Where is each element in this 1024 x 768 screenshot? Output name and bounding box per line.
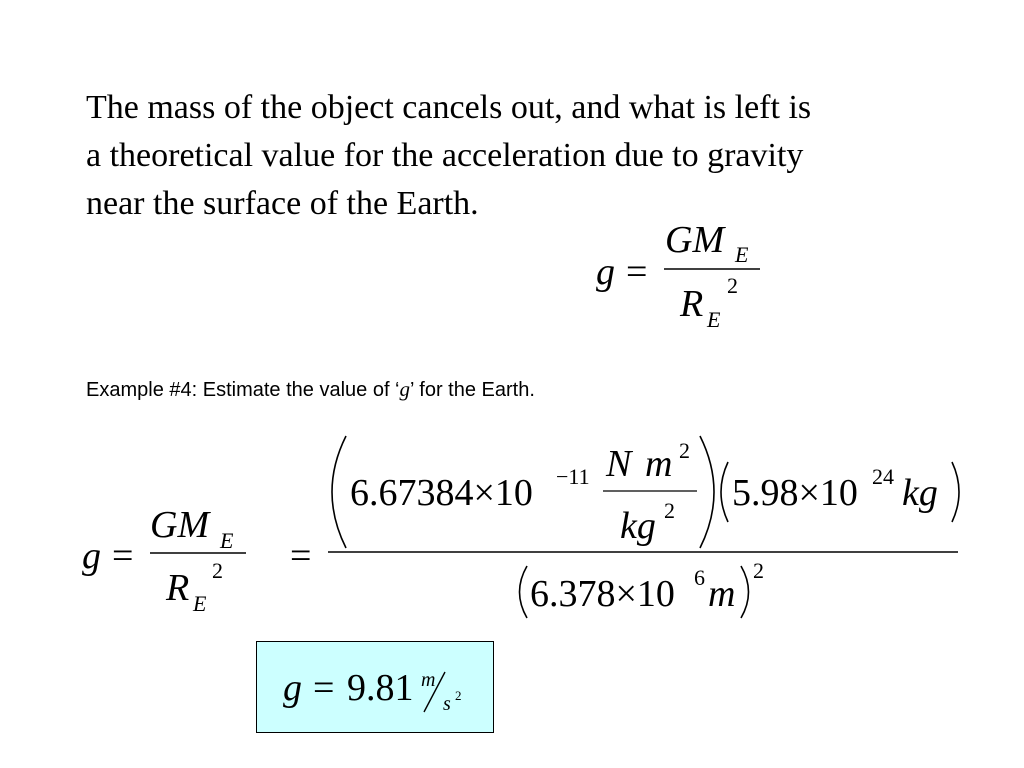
example-suffix: ’ for the Earth. <box>410 379 535 401</box>
formula2-g: g <box>82 535 101 577</box>
paragraph-line-3: near the surface of the Earth. <box>86 185 479 222</box>
big-right-paren <box>700 436 714 548</box>
answer-g: g <box>283 667 302 709</box>
answer-unit-numerator: m <box>421 669 436 691</box>
formula2-equals: = <box>112 535 134 577</box>
grav-constant-value: 6.67384×10 <box>350 472 533 514</box>
paragraph-line-1: The mass of the object cancels out, and what is left is <box>86 89 812 126</box>
answer-equals: = <box>313 667 335 709</box>
formula2-numerator: GM <box>150 504 210 546</box>
earth-radius-value: 6.378×10 <box>530 573 675 615</box>
mass-right-paren <box>952 462 959 522</box>
formula-example-numerator <box>332 436 959 548</box>
radius-left-paren <box>520 566 528 618</box>
earth-mass-exponent: 24 <box>872 464 894 489</box>
grav-constant-exponent: −11 <box>556 464 590 489</box>
unit-meter: m <box>645 443 673 485</box>
mass-left-paren <box>721 462 728 522</box>
formula2-denominator-sub: E <box>193 591 207 616</box>
earth-mass-value: 5.98×10 <box>732 472 858 514</box>
radius-squared-exponent: 2 <box>753 558 764 583</box>
formula1-denominator: R <box>680 283 704 325</box>
formula1-denominator-sub: E <box>707 307 721 332</box>
formula-example-left <box>82 504 311 616</box>
unit-kilogram-exp: 2 <box>664 498 675 523</box>
formula1-denominator-sup: 2 <box>727 273 738 298</box>
unit-newton: N <box>606 443 632 485</box>
answer-unit-denominator: s <box>443 693 451 715</box>
answer-value: 9.81 <box>347 667 414 709</box>
formula2-numerator-sub: E <box>220 528 234 553</box>
formula1-numerator-sub: E <box>735 242 749 267</box>
radius-right-paren <box>741 566 749 618</box>
example-prefix: Example #4: Estimate the value of ‘ <box>86 379 400 401</box>
formula1-equals: = <box>626 251 648 293</box>
answer-equation <box>283 667 462 715</box>
formula2-equals-2: = <box>290 535 312 577</box>
paragraph-line-2: a theoretical value for the acceleration due to gravity <box>86 137 804 174</box>
earth-radius-exponent: 6 <box>694 565 705 590</box>
formula-gravity-definition <box>596 219 760 332</box>
earth-mass-unit: kg <box>902 472 938 514</box>
answer-unit-denominator-exp: 2 <box>455 688 462 703</box>
unit-kilogram: kg <box>620 505 656 547</box>
formula2-denominator-sup: 2 <box>212 558 223 583</box>
unit-meter-exp: 2 <box>679 438 690 463</box>
earth-radius-unit: m <box>708 573 736 615</box>
formula2-denominator: R <box>166 567 190 609</box>
example-variable: g <box>399 377 410 401</box>
formula1-numerator: GM <box>665 219 725 261</box>
formula-example-denominator <box>520 558 765 618</box>
big-left-paren <box>332 436 346 548</box>
formula1-g: g <box>596 251 615 293</box>
